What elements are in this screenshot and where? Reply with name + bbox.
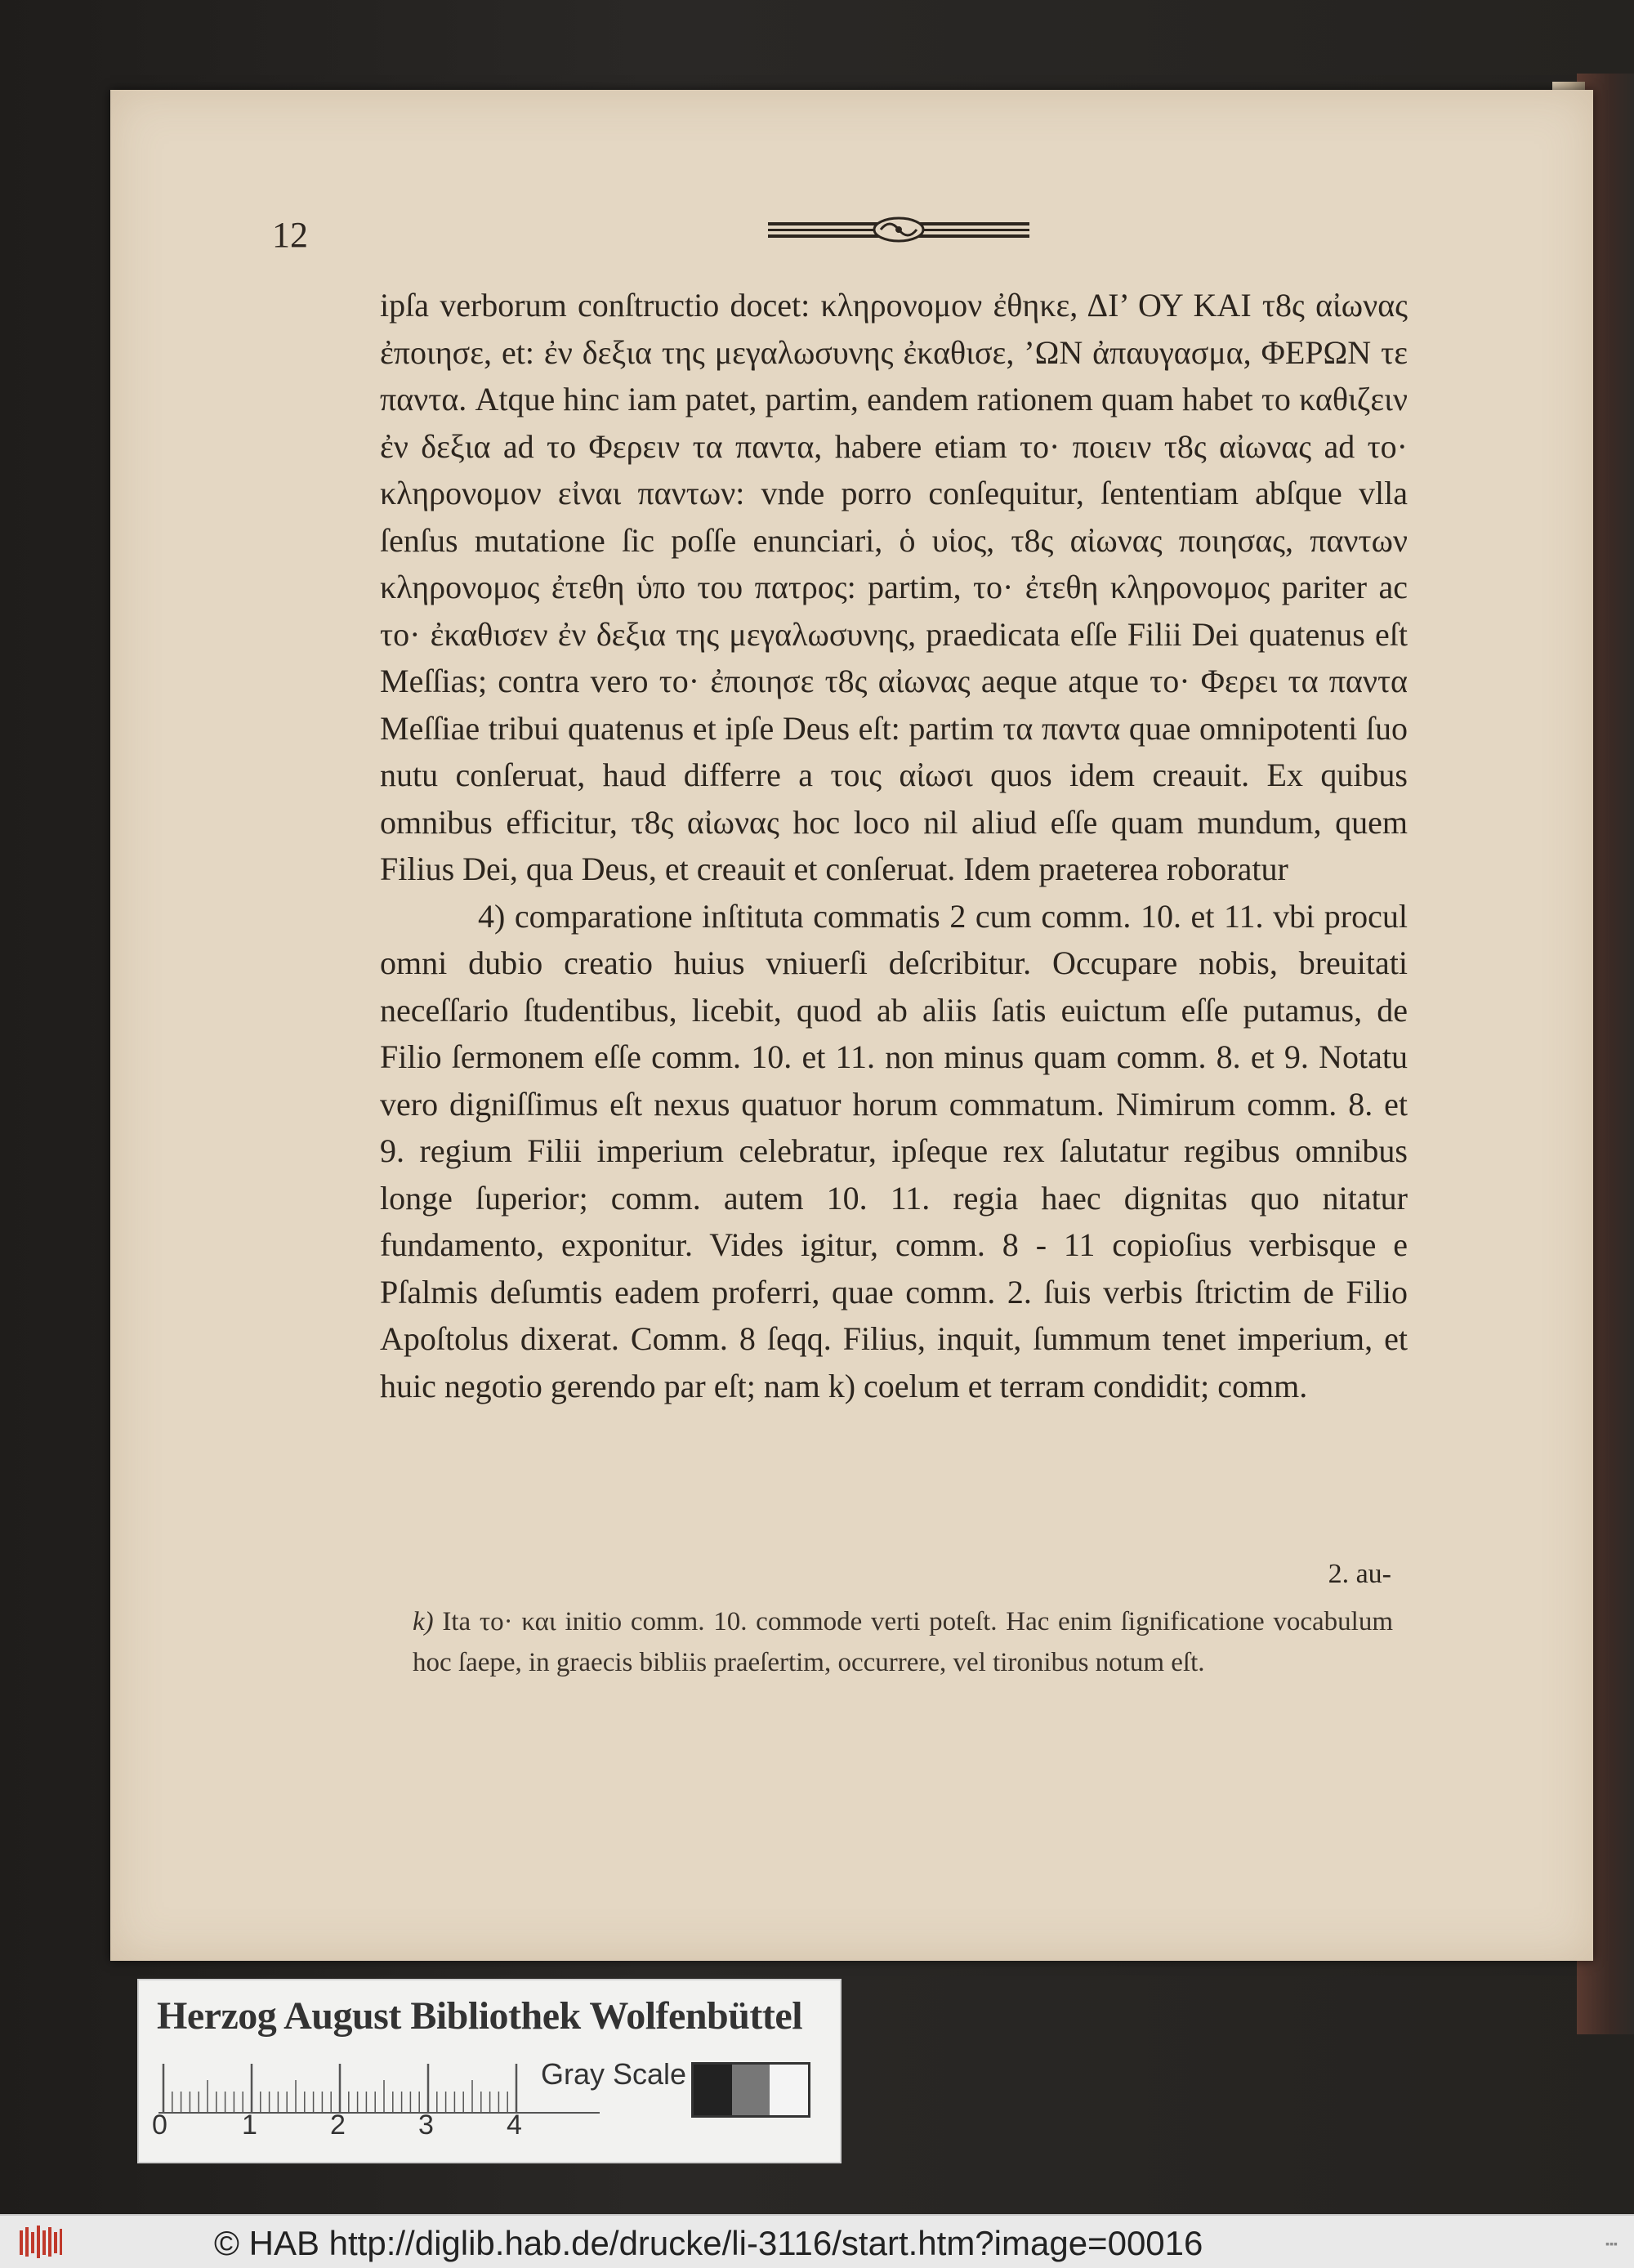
hab-logo-icon bbox=[18, 2224, 64, 2260]
paragraph-2: 4) comparatione inſtituta commatis 2 cum comm. 10. et 11. vbi procul omni dubio creatio huius vniuerſi deſcribitur. Occupare nobis, breuitati neceſſario ſtudentibus, licebit, quod ab aliis ſatis euictum eſſe putamus, de Filio ſermonem eſſe comm. 10. et 11. non minus quam comm. 8. et 9. Notatu vero digniſſimus eſt nexus quatuor horum commatum. Nimirum comm. 8. et 9. regium Filii imperium celebratur, ipſeque rex ſalutatur regibus omnibus longe ſuperior; comm. autem 10. 11. regia haec dignitas quo nitatur fundamento, exponitur. Vides igitur, comm. 8 - 11 copioſius verbisque e Pſalmis deſumtis eadem proferri, quae comm. 2. ſuis verbis ſtrictim de Filio Apoſtolus dixerat. Comm. 8 ſeqq. Filius, inquit, ſummum tenet imperium, et huic negotio gerendo par eſt; nam k) coelum et terram condidit; comm. bbox=[380, 897, 1408, 1404]
ruler-number: 0 bbox=[152, 2110, 167, 2141]
ruler-number: 3 bbox=[418, 2110, 434, 2141]
footer-dots: ▪▪▪ bbox=[1605, 2237, 1618, 2250]
ruler-number: 1 bbox=[242, 2110, 257, 2141]
header-ornament bbox=[768, 214, 1029, 245]
paragraph-1: ipſa verborum conſtructio docet: κληρονομον ἐθηκε, ΔΙ’ ΟΥ ΚΑΙ τ8ς αἰωνας ἐποιησε, et: ἐν δεξια της μεγαλωσυνης ἐκαθισε, ’ΩΝ ἀπαυγασμα, ΦΕΡΩΝ τε παντα. Atque hinc iam patet, partim, eandem rationem quam habet το καθιζειν ἐν δεξια ad το Φερειν τα παντα, habere etiam το· ποιειν τ8ς αἰωνας ad το· κληρονομον εἰναι παντων: vnde porro conſequitur, ſententiam abſque vlla ſenſus mutatione ſic poſſe enunciari, ὁ υἱος, τ8ς αἰωνας ποιησας, παντων κληρονομος ἐτεθη ὑπο του πατρος: partim, το· ἐτεθη κληρονομος pariter ac το· ἐκαθισεν ἐν δεξια της μεγαλωσυνης, praedicata eſſe Filii Dei quatenus eſt Meſſias; contra vero το· ἐποιησε τ8ς αἰωνας aeque atque το· Φερει τα παντα Meſſiae tribui quatenus et ipſe Deus eſt: partim τα παντα quae omnipotenti ſuo nutu conſeruat, haud differre a τοις αἰωσι quos idem creauit. Ex quibus omnibus efficitur, τ8ς αἰωνας hoc loco nil aliud eſſe quam mundum, quem Filius Dei, qua Deus, et creauit et conſeruat. Idem praeterea roboratur bbox=[380, 287, 1408, 887]
footnote-text: Ita το· και initio comm. 10. commode verti poteſt. Hac enim ſignificatione vocabulum hoc ſaepe, in graecis bibliis praeſertim, occurrere, vel tironibus notum eſt. bbox=[413, 1607, 1393, 1677]
ruler-numbers bbox=[152, 2110, 609, 2145]
gray-scale-label: Gray Scale bbox=[541, 2057, 687, 2091]
ruler-number: 4 bbox=[507, 2110, 522, 2141]
main-text bbox=[380, 282, 1408, 1409]
footnote-marker: k) bbox=[413, 1607, 434, 1636]
gray-scale-swatch bbox=[691, 2062, 810, 2118]
footnote bbox=[413, 1601, 1393, 1683]
page-number: 12 bbox=[272, 215, 308, 255]
footer-link[interactable]: © HAB http://diglib.hab.de/drucke/li-3116/start.htm?image=00016 bbox=[214, 2224, 1203, 2262]
library-name: Herzog August Bibliothek Wolfenbüttel bbox=[157, 1994, 803, 2038]
library-label bbox=[137, 1979, 842, 2163]
footer-bar bbox=[0, 2214, 1634, 2268]
catchword: 2. au- bbox=[1328, 1559, 1391, 1589]
ruler-number: 2 bbox=[330, 2110, 346, 2141]
